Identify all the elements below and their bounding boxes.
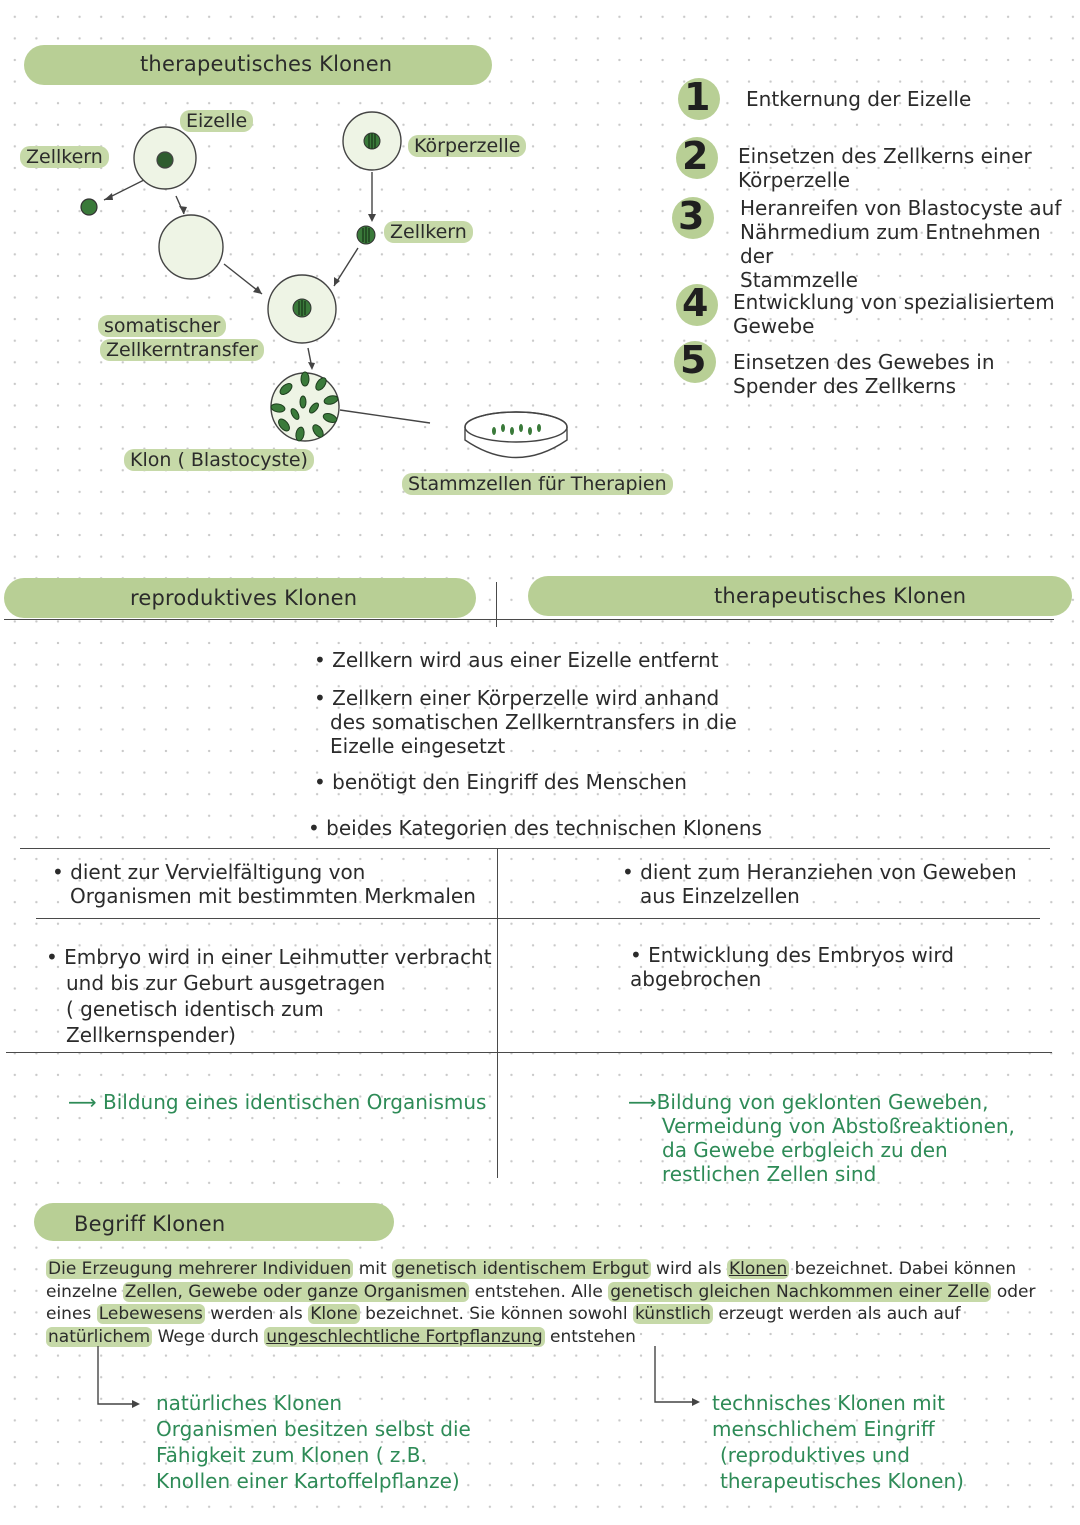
term-kuenstlich: künstlich xyxy=(634,1304,711,1324)
step-1-number: 1 xyxy=(684,75,711,119)
step-1-line-1: Entkernung der Eizelle xyxy=(746,87,972,111)
text-fragment: entstehen. Alle xyxy=(469,1281,609,1302)
right-result-line-3: da Gewebe erbgleich zu den xyxy=(662,1138,948,1162)
step-3-line-1: Heranreifen von Blastocyste auf xyxy=(740,196,1062,220)
begriff-line-3 xyxy=(46,1303,1046,1326)
left-row-2-line-1: • Embryo wird in einer Leihmutter verbracht xyxy=(46,945,492,969)
step-2-number: 2 xyxy=(682,134,709,178)
common-points xyxy=(314,648,737,794)
step-2-line-2: Körperzelle xyxy=(738,168,851,192)
left-result-text: Bildung eines identischen Organismus xyxy=(103,1090,487,1114)
term-fortpflanzung: ungeschlechtliche Fortpflanzung xyxy=(266,1326,543,1347)
text-fragment: bezeichnet. Dabei können xyxy=(789,1259,1017,1279)
right-title: therapeutisches Klonen xyxy=(714,584,967,608)
step-3-line-2: Nährmedium zum Entnehmen der xyxy=(740,220,1041,268)
enucleated-egg xyxy=(159,215,223,279)
arrow-technical xyxy=(655,1346,696,1402)
label-klon: Klon ( Blastocyste) xyxy=(124,449,314,471)
right-row-2 xyxy=(630,943,1080,991)
egg-nucleus xyxy=(157,152,173,168)
text-fragment: einzelne xyxy=(46,1281,123,1302)
begriff-line-1 xyxy=(46,1258,1046,1281)
step-5-number: 5 xyxy=(680,338,707,382)
common-4: Eizelle eingesetzt xyxy=(330,734,506,758)
technical-line-4: therapeutisches Klonen) xyxy=(720,1469,964,1493)
step-5-line-2: Spender des Zellkerns xyxy=(733,374,956,398)
diagram-title: therapeutisches Klonen xyxy=(140,52,393,76)
step-5-text xyxy=(733,350,995,398)
table-bottom-line xyxy=(6,1052,1052,1053)
natural-cloning xyxy=(156,1390,471,1494)
text-fragment: mit xyxy=(353,1259,393,1279)
right-row-2-line-1: • Entwicklung des Embryos wird abgebrochen xyxy=(630,943,954,991)
common-3: des somatischen Zellkerntransfers in die xyxy=(330,710,737,734)
table-center-line xyxy=(497,848,498,1178)
right-result-line-2: Vermeidung von Abstoßreaktionen, xyxy=(662,1114,1015,1138)
left-title: reproduktives Klonen xyxy=(130,586,358,610)
text-fragment: wird als xyxy=(650,1259,727,1279)
text-fragment: entstehen xyxy=(544,1326,636,1347)
line-to-dish xyxy=(340,410,430,423)
step-2-badge xyxy=(676,134,718,179)
step-1-badge xyxy=(678,75,720,120)
left-result xyxy=(68,1090,486,1114)
text-fragment: werden als xyxy=(204,1304,309,1324)
label-eizelle: Eizelle xyxy=(180,110,253,132)
right-row-1 xyxy=(622,860,1017,908)
step-4-number: 4 xyxy=(682,281,709,325)
removed-nucleus xyxy=(81,199,97,215)
term-erbgut: genetisch identischem Erbgut xyxy=(394,1259,649,1279)
text-fragment: erzeugt werden als auch auf xyxy=(712,1304,961,1324)
natural-line-1: natürliches Klonen xyxy=(156,1391,343,1415)
right-result-line-1: Bildung von geklonten Geweben, xyxy=(656,1090,989,1114)
begriff-line-2 xyxy=(46,1281,1046,1304)
arrow-right-icon: ⟶ xyxy=(68,1090,97,1114)
natural-line-3: Fähigkeit zum Klonen ( z.B. xyxy=(156,1443,427,1467)
step-3-line-3: Stammzelle xyxy=(740,268,858,292)
label-zellkern-1: Zellkern xyxy=(20,146,109,168)
natural-line-2: Organismen besitzen selbst die xyxy=(156,1417,471,1441)
label-stammzellen: Stammzellen für Therapien xyxy=(402,473,673,495)
technical-line-3: (reproduktives und xyxy=(720,1443,910,1467)
left-row-2 xyxy=(46,944,492,1048)
step-3-text xyxy=(740,196,1080,292)
step-3-badge xyxy=(672,194,714,239)
term-nachkommen: genetisch gleichen Nachkommen einer Zelle xyxy=(610,1281,990,1302)
term-lebewesens: Lebewesens xyxy=(98,1304,203,1324)
step-4-badge xyxy=(676,281,718,326)
common-2: • Zellkern einer Körperzelle wird anhand xyxy=(314,686,720,710)
arrow-right-icon: ⟶ xyxy=(628,1090,657,1114)
left-row-2-line-2: und bis zur Geburt ausgetragen xyxy=(66,971,386,995)
common-1: • Zellkern wird aus einer Eizelle entfernt xyxy=(314,648,719,672)
begriff-title: Begriff Klonen xyxy=(74,1212,226,1236)
step-2-text xyxy=(738,144,1032,192)
row-divider-right xyxy=(498,918,1040,919)
label-zellkern-2: Zellkern xyxy=(384,221,473,243)
left-row-1-line-2: Organismen mit bestimmten Merkmalen xyxy=(70,884,476,908)
title-underline xyxy=(4,619,1054,620)
label-koerperzelle: Körperzelle xyxy=(408,135,526,157)
left-row-2-line-4: Zellkernspender) xyxy=(66,1023,236,1047)
table-top-line xyxy=(20,848,1050,849)
text-fragment: oder xyxy=(991,1281,1036,1302)
technical-line-1: technisches Klonen mit xyxy=(712,1391,946,1415)
begriff-paragraph xyxy=(46,1258,1046,1348)
step-1-text xyxy=(746,87,971,111)
label-somatischer: somatischer xyxy=(98,315,226,337)
title-divider xyxy=(496,582,497,627)
step-4-line-1: Entwicklung von spezialisiertem xyxy=(733,290,1055,314)
arrow-natural xyxy=(98,1346,136,1404)
step-3-number: 3 xyxy=(678,194,705,238)
row-divider-left xyxy=(36,918,498,919)
right-row-1-line-1: • dient zum Heranziehen von Geweben xyxy=(622,860,1017,884)
technical-cloning xyxy=(712,1390,964,1494)
right-result xyxy=(628,1090,1015,1186)
right-result-line-4: restlichen Zellen sind xyxy=(662,1162,877,1186)
label-zellkerntransfer: Zellkerntransfer xyxy=(100,339,264,361)
step-2-line-1: Einsetzen des Zellkerns einer xyxy=(738,144,1032,168)
step-4-text xyxy=(733,290,1055,338)
common-6: • beides Kategorien des technischen Klonens xyxy=(308,816,762,840)
step-4-line-2: Gewebe xyxy=(733,314,815,338)
term-natuerlichem: natürlichem xyxy=(48,1326,151,1347)
technical-line-2: menschlichem Eingriff xyxy=(712,1417,935,1441)
step-5-badge xyxy=(674,338,716,383)
blastocyst xyxy=(270,372,339,442)
petri-dish xyxy=(465,412,567,458)
step-5-line-1: Einsetzen des Gewebes in xyxy=(733,350,995,374)
common-5: • benötigt den Eingriff des Menschen xyxy=(314,770,687,794)
left-row-1 xyxy=(52,860,476,908)
term-klone: Klone xyxy=(310,1304,358,1324)
term-zellen-gewebe: Zellen, Gewebe oder ganze Organismen xyxy=(124,1281,468,1302)
text-fragment: Wege durch xyxy=(152,1326,265,1347)
left-row-1-line-1: • dient zur Vervielfältigung von xyxy=(52,860,366,884)
term-individuen: Die Erzeugung mehrerer Individuen xyxy=(48,1259,352,1279)
natural-line-4: Knollen einer Kartoffelpflanze) xyxy=(156,1469,460,1493)
text-fragment: eines xyxy=(46,1304,97,1324)
text-fragment: bezeichnet. Sie können sowohl xyxy=(359,1304,633,1324)
left-row-2-line-3: ( genetisch identisch zum xyxy=(66,997,324,1021)
term-klonen: Klonen xyxy=(728,1259,788,1279)
right-row-1-line-2: aus Einzelzellen xyxy=(640,884,800,908)
